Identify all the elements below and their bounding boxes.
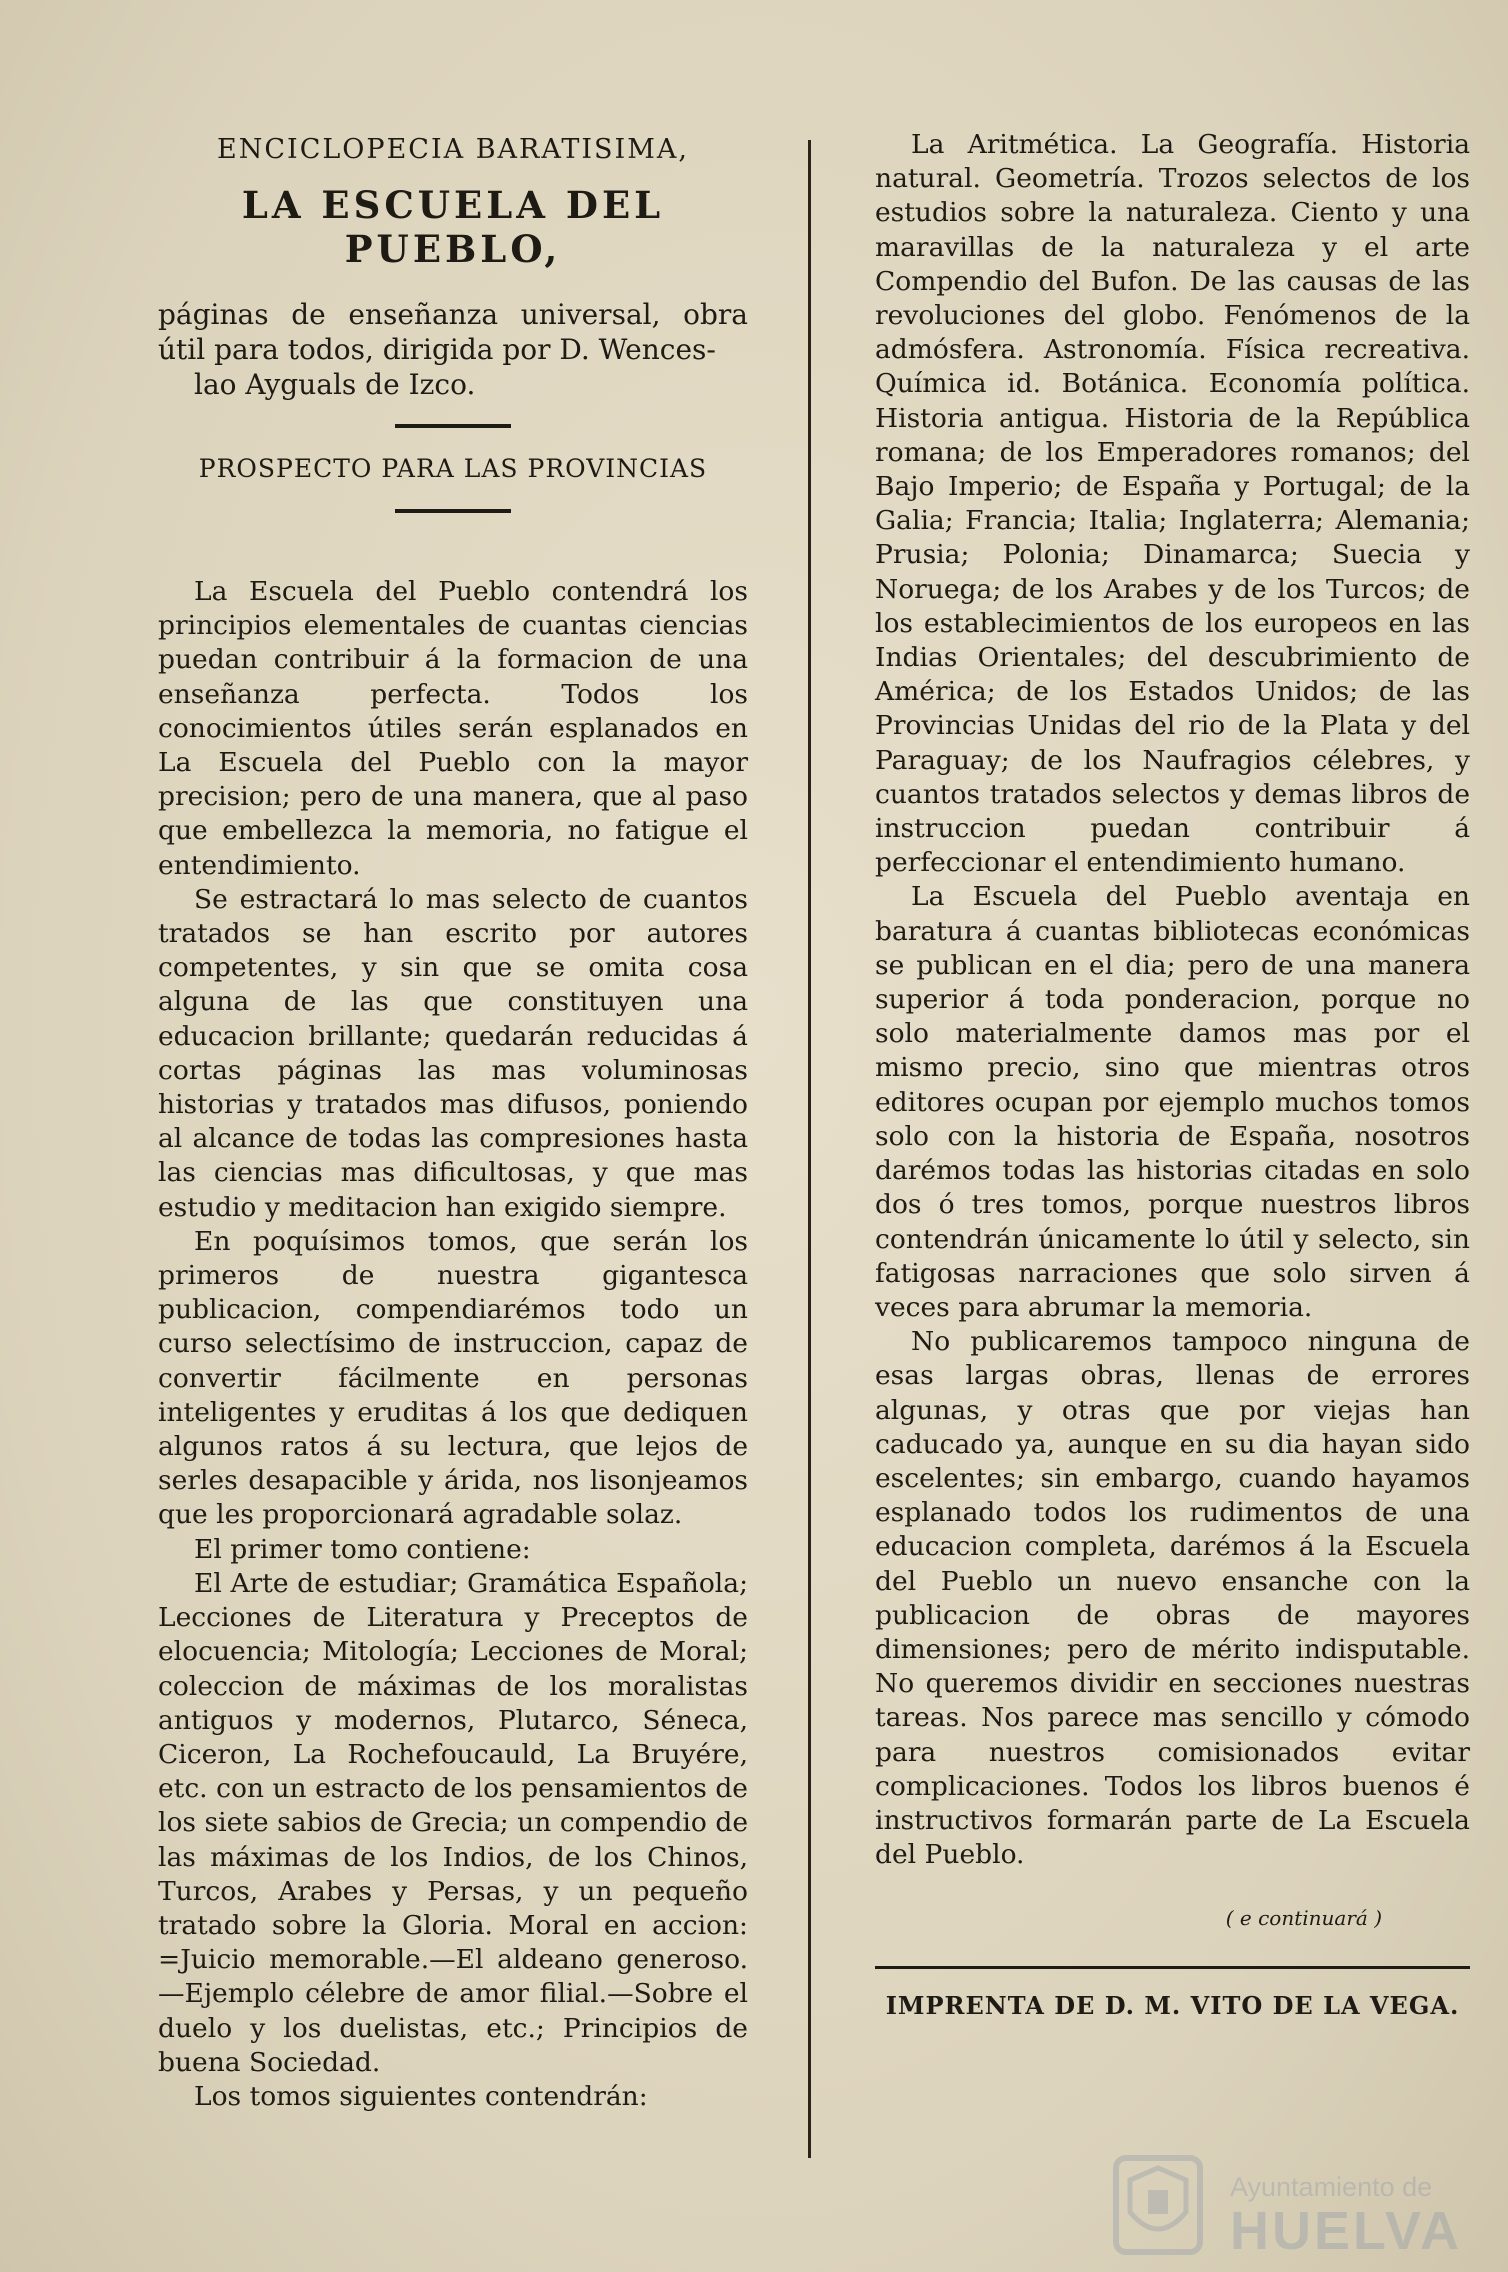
continuara-note: ( e continuará ): [1225, 1906, 1382, 1931]
left-paragraph-4: El primer tomo contiene:: [194, 1533, 531, 1565]
watermark-line-1: Ayuntamiento de: [1230, 2172, 1433, 2202]
right-paragraph-3: No publicaremos tampoco ninguna de esas largas obras, llenas de errores algunas, y otras que por viejas han caducado ya, aunque en su dia hayan sido escelentes; sin embargo, cuando hayamos esplanado todos los rudimentos de una educacion completa, darémos á la Escuela del Pueblo un nuevo ensanche con la publicacion de obras de mayores dimensiones; pero de mérito indisputable. No queremos dividir en secciones nuestras tareas. Nos parece mas sencillo y cómodo para nuestros comisionados evitar complicaciones. Todos los libros buenos é instructivos formarán parte de La Escuela del Pueblo.: [875, 1326, 1470, 1871]
publication-subtitle: [158, 297, 748, 402]
subtitle-line-2: lao Ayguals de Izco.: [194, 368, 476, 401]
subtitle-line-1: páginas de enseñanza universal, obra útil para todos, dirigida por D. Wences-: [158, 298, 748, 366]
left-paragraph-3: En poquísimos tomos, que serán los primeros de nuestra gigantesca publicacion, compendiarémos todo un curso selectísimo de instruccion, capaz de convertir fácilmente en personas inteligentes y eruditas á los que dediquen algunos ratos á su lectura, que lejos de serles desapacible y árida, nos lisonjeamos que les proporcionará agradable solaz.: [158, 1225, 748, 1531]
left-paragraph-5: El Arte de estudiar; Gramática Española; Lecciones de Literatura y Preceptos de elocuencia; Mitología; Lecciones de Moral; coleccion de máximas de los moralistas antiguos y modernos, Plutarco, Séneca, Ciceron, La Rochefoucauld, La Bruyére, etc. con un estracto de los pensamientos de los siete sabios de Grecia; un compendio de las máximas de los Indios, de los Chinos, Turcos, Arabes y Persas, y un pequeño tratado sobre la Gloria. Moral en accion: =Juicio memorable.—El aldeano generoso.—Ejemplo célebre de amor filial.—Sobre el duelo y los duelistas, etc.; Principios de buena Sociedad.: [158, 1567, 748, 2078]
footer-rule: [875, 1966, 1470, 1969]
title-rule-top: [395, 424, 511, 428]
left-paragraph-1: La Escuela del Pueblo contendrá los principios elementales de cuantas ciencias puedan contribuir á la formacion de una enseñanza perfecta. Todos los conocimientos útiles serán esplanados en La Escuela del Pueblo con la mayor precision; pero de una manera, que al paso que embellezca la memoria, no fatigue el entendimiento.: [158, 576, 748, 881]
left-paragraph-2: Se estractará lo mas selecto de cuantos tratados se han escrito por autores competentes, y sin que se omita cosa alguna de las que constituyen una educacion brillante; quedarán reducidas á cortas páginas las mas voluminosas historias y tratados mas difusos, poniendo al alcance de todas las compresiones hasta las ciencias mas dificultosas, y que mas estudio y meditacion han exigido siempre.: [158, 883, 748, 1223]
watermark-line-2: HUELVA: [1230, 2201, 1462, 2261]
prospect-heading: PROSPECTO PARA LAS PROVINCIAS: [198, 454, 708, 483]
publication-title: LA ESCUELA DEL PUEBLO,: [241, 183, 665, 271]
right-paragraph-1: La Aritmética. La Geografía. Historia natural. Geometría. Trozos selectos de los estudios sobre la naturaleza. Ciento y una maravillas de la naturaleza y el arte Compendio del Bufon. De las causas de las revoluciones del globo. Fenómenos de la admósfera. Astronomía. Física recreativa. Química id. Botánica. Economía política. Historia antigua. Historia de la República romana; de los Emperadores romanos; del Bajo Imperio; de España y Portugal; de la Galia; Francia; Italia; Inglaterra; Alemania; Prusia; Polonia; Dinamarca; Suecia y Noruega; de los Arabes y de los Turcos; de los establecimientos de los europeos en las Indias Orientales; del descubrimiento de América; de los Estados Unidos; de las Provincias Unidas del rio de la Plata y del Paraguay; de los Naufragios célebres, y cuantos tratados selectos y demas libros de instruccion puedan contribuir á perfeccionar el entendimiento humano.: [875, 129, 1470, 879]
left-paragraph-6: Los tomos siguientes contendrán:: [194, 2080, 648, 2112]
right-column: [875, 128, 1470, 2020]
city-seal-icon: [1098, 2150, 1218, 2260]
series-title: ENCICLOPECIA BARATISIMA,: [217, 134, 689, 165]
archive-watermark: [1098, 2150, 1478, 2260]
left-column: [158, 128, 748, 2114]
right-paragraph-2: La Escuela del Pueblo aventaja en baratura á cuantas bibliotecas económicas se publican en el dia; pero de una manera superior á toda ponderacion, porque no solo materialmente damos mas por el mismo precio, sino que mientras otros editores ocupan por ejemplo muchos tomos solo con la historia de España, nosotros darémos todas las historias citadas en solo dos ó tres tomos, porque nuestros libros contendrán únicamente lo útil y selecto, sin fatigosas narraciones que solo sirven á veces para abrumar la memoria.: [875, 881, 1470, 1323]
column-divider: [808, 140, 811, 2158]
printer-imprint: IMPRENTA DE D. M. VITO DE LA VEGA.: [885, 1991, 1460, 2021]
